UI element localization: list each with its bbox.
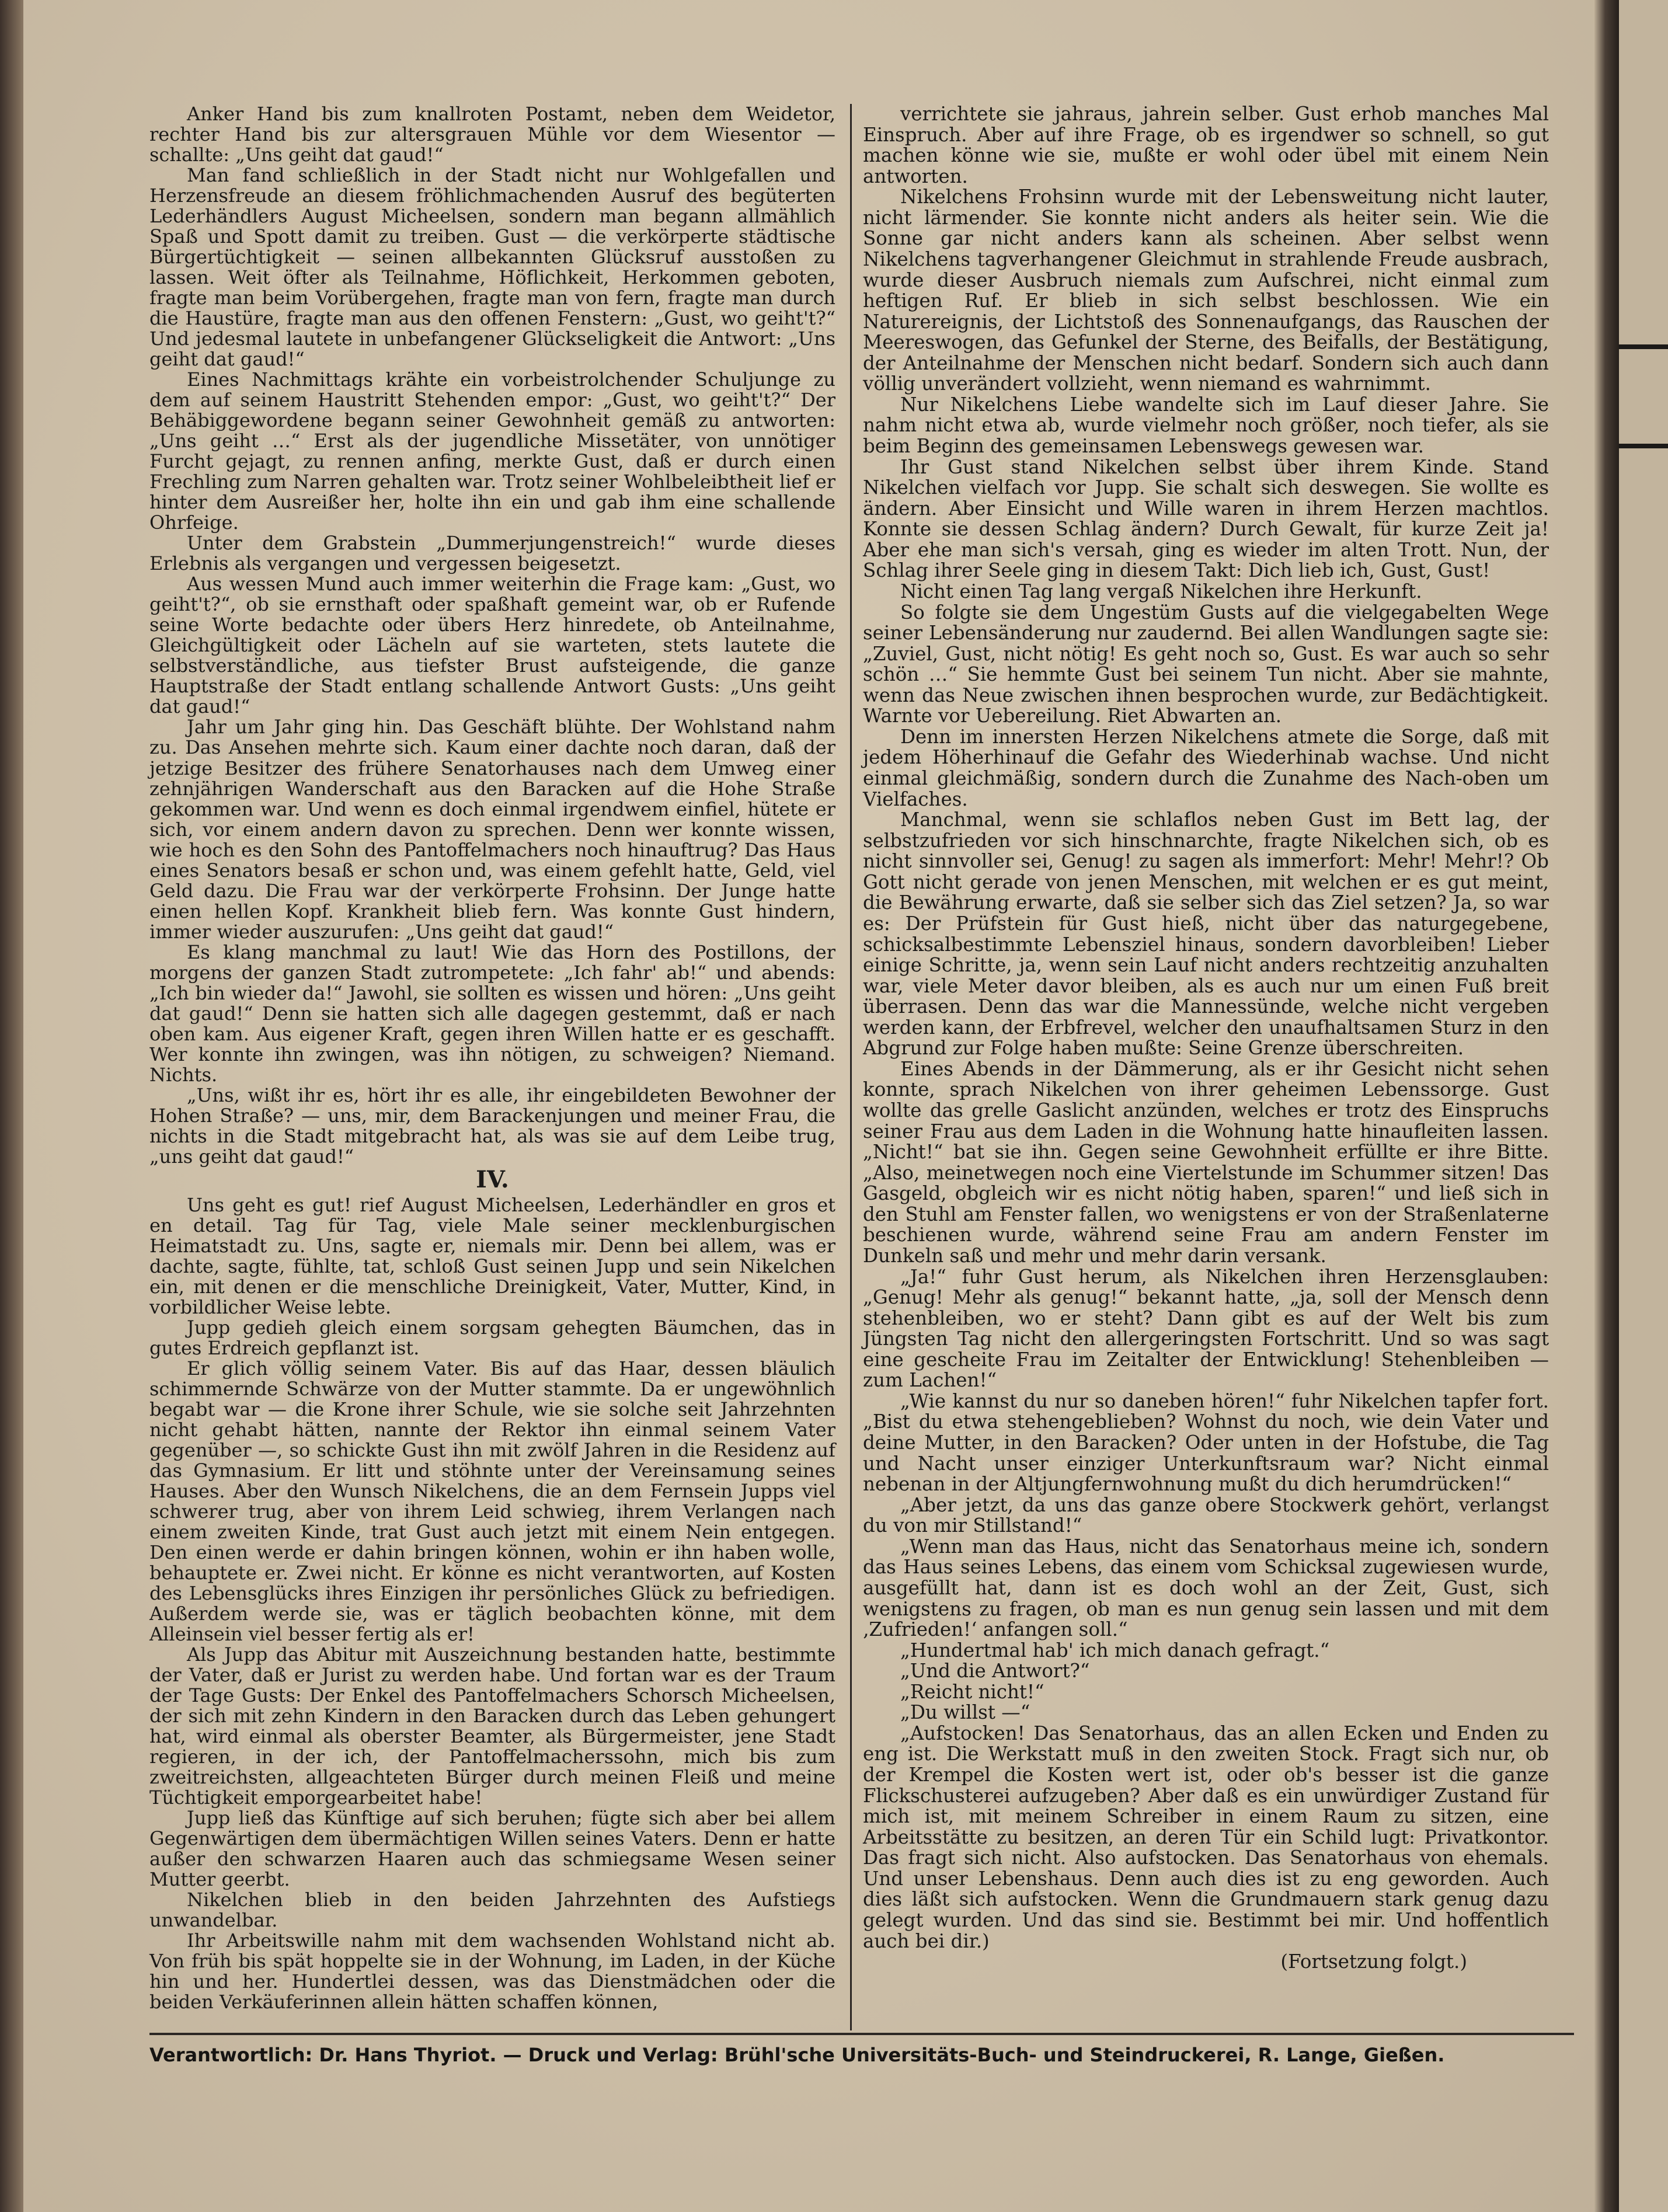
article-paragraph: „Und die Antwort?“	[900, 1660, 1090, 1682]
article-paragraph: „Uns, wißt ihr es, hört ihr es alle, ihr eingebildeten Bewohner der Hohen Straße? — uns, mir, dem Barackenjungen und meiner Frau, die nichts in die Stadt mitgebracht hat, als was sie auf dem Leibe trug, „uns geiht dat gaud!“	[149, 1084, 835, 1168]
article-paragraph: Jupp gedieh gleich einem sorgsam gehegten Bäumchen, das in gutes Erdreich gepflanzt ist.	[149, 1316, 835, 1359]
article-paragraph: „Wie kannst du nur so daneben hören!“ fuhr Nikelchen tapfer fort. „Bist du etwa stehengeblieben? Wohnst du noch, wie dein Vater und deine Mutter, in den Baracken? Oder unten in der Hofstube, die Tag und Nacht unser einziger Unterkunftsraum war? Nicht einmal nebenan in der Altjungfernwohnung mußt du dich herumdrücken!“	[863, 1389, 1549, 1496]
article-paragraph: Jahr um Jahr ging hin. Das Geschäft blühte. Der Wohlstand nahm zu. Das Ansehen mehrte sich. Kaum einer dachte noch daran, daß der jetzige Besitzer des frühere Senatorhauses nach dem Umweg einer zehnjährigen Wanderschaft aus den Baracken auf die Hohe Straße gekommen war. Und wenn es doch einmal irgendwem einfiel, hütete er sich, vor einem andern davon zu sprechen. Denn wer konnte wissen, wie hoch es den Sohn des Pantoffelmachers noch hinauftrug? Das Haus eines Senators besaß er schon und, was einem gefehlt hatte, Geld, viel Geld dazu. Die Frau war der verkörperte Frohsinn. Der Junge hatte einen hellen Kopf. Krankheit blieb fern. Was konnte Gust hindern, immer wieder auszurufen: „Uns geiht dat gaud!“	[149, 716, 835, 943]
article-paragraph: „Ja!“ fuhr Gust herum, als Nikelchen ihren Herzensglauben: „Genug! Mehr als genug!“ bekannt hatte, „ja, soll der Mensch denn stehenbleiben, wo er steht? Dann gibt es auf der Welt bis zum Jüngsten Tag nicht den allergeringsten Fortschritt. Und so was sagt eine gescheite Frau im Zeitalter der Entwicklung! Stehenbleiben — zum Lachen!“	[863, 1265, 1549, 1392]
article-paragraph: verrichtete sie jahraus, jahrein selber. Gust erhob manches Mal Einspruch. Aber auf ihre Frage, ob es irgendwer so schnell, so gut machen könne wie sie, mußte er wohl oder übel mit einem Nein antworten.	[863, 103, 1549, 187]
article-paragraph: Ihr Arbeitswille nahm mit dem wachsenden Wohlstand nicht ab. Von früh bis spät hoppelte sie in der Wohnung, im Laden, in der Küche hin und her. Hundertlei dessen, was das Dienstmädchen oder die beiden Verkäuferinnen allein hätten schaffen können,	[149, 1929, 835, 2014]
article-paragraph: Aus wessen Mund auch immer weiterhin die Frage kam: „Gust, wo geiht't?“, ob sie ernsthaft oder spaßhaft gemeint war, ob er Rufende seine Worte bedachte oder übers Herz hinredete, ob Anteilnahme, Gleichgültigkeit oder Lächeln auf sie warteten, stets lautete die selbstverständliche, aus tiefster Brust aufsteigende, die ganze Hauptstraße der Stadt entlang schallende Antwort Gusts: „Uns geiht dat gaud!“	[149, 573, 835, 718]
article-paragraph: Nikelchens Frohsinn wurde mit der Lebensweitung nicht lauter, nicht lärmender. Sie konnte nicht anders als heiter sein. Wie die Sonne gar nicht anders kann als scheinen. Aber selbst wenn Nikelchens tagverhangener Gleichmut in strahlende Freude ausbrach, wurde dieser Ausbruch niemals zum Aufschrei, nicht einmal zum heftigen Ruf. Er blieb in sich selbst beschlossen. Wie ein Naturereignis, der Lichtstoß des Sonnenaufgangs, das Rauschen der Meereswogen, das Gefunkel der Sterne, des Beifalls, der Bestätigung, der Anteilnahme der Menschen nicht bedarf. Sondern sich auch dann völlig unverändert vollzieht, wenn niemand es wahrnimmt.	[863, 186, 1549, 395]
adjacent-page-rule	[1619, 444, 1668, 448]
article-paragraph: „Du willst —“	[900, 1701, 1030, 1724]
article-paragraph: „Aber jetzt, da uns das ganze obere Stockwerk gehört, verlangst du von mir Stillstand!“	[863, 1493, 1549, 1537]
article-paragraph: Nikelchen blieb in den beiden Jahrzehnten des Aufstiegs unwandelbar.	[149, 1889, 835, 1932]
article-paragraph: „Reicht nicht!“	[900, 1680, 1044, 1703]
adjacent-page-strip	[1619, 0, 1668, 2212]
article-paragraph: Jupp ließ das Künftige auf sich beruhen; fügte sich aber bei allem Gegenwärtigen dem übermächtigen Willen seines Vaters. Denn er hatte außer den schwarzen Haaren auch das schmiegsame Wesen seiner Mutter geerbt.	[149, 1807, 835, 1891]
article-paragraph: Eines Nachmittags krähte ein vorbeistrolchender Schuljunge zu dem auf seinem Haustritt Stehenden empor: „Gust, wo geiht't?“ Der Behäbiggewordene begann seiner Gewohnheit gemäß zu antworten: „Uns geiht …“ Erst als der jugendliche Missetäter, von unnötiger Furcht gejagt, zu rennen anfing, merkte Gust, daß er durch einen Frechling zum Narren gehalten war. Trotz seiner Wohlbeleibtheit lief er hinter dem Ausreißer her, holte ihn ein und gab ihm eine schallende Ohrfeige.	[149, 368, 835, 534]
article-paragraph: Er glich völlig seinem Vater. Bis auf das Haar, dessen bläulich schimmernde Schwärze von der Mutter stammte. Da er ungewöhnlich begabt war — die Krone ihrer Schule, wie sie solche seit Jahrzehnten nicht gehabt hätten, nannte der Rektor ihn einmal seinem Vater gegenüber —, so schickte Gust ihn mit zwölf Jahren in die Residenz auf das Gymnasium. Er litt und stöhnte unter der Vereinsamung seines Hauses. Aber den Wunsch Nikelchens, die an dem Fernsein Jupps viel schwerer trug, aber von ihrem Leid schwieg, ihrem Verlangen nach einem zweiten Kinde, trat Gust auch jetzt mit einem Nein entgegen. Den einen werde er dahin bringen können, wohin er ihn haben wolle, behauptete er. Zwei nicht. Er könne es nicht verantworten, auf Kosten des Lebensglücks ihres Einzigen ihr persönliches Glück zu befriedigen. Außerdem werde sie, was er täglich beobachten könne, mit dem Alleinsein viel besser fertig als er!	[149, 1357, 835, 1646]
article-paragraph: Uns geht es gut! rief August Micheelsen, Lederhändler en gros et en detail. Tag für Tag, viele Male seiner mecklenburgischen Heimatstadt zu. Uns, sagte er, niemals mir. Denn bei allem, was er dachte, sagte, fühlte, tat, schloß Gust seinen Jupp und sein Nikelchen ein, mit denen er die menschliche Dreinigkeit, Vater, Mutter, Kind, in vorbildlicher Weise lebte.	[149, 1193, 835, 1318]
article-paragraph: „Aufstocken! Das Senatorhaus, das an allen Ecken und Enden zu eng ist. Die Werkstatt muß in den zweiten Stock. Fragt sich nur, ob der Krempel die Kosten wert ist, oder ob's besser ist die ganze Flickschusterei aufzugeben? Aber daß es ein unwürdiger Zustand für mich ist, mit meinem Schreiber in einem Raum zu sitzen, eine Arbeitsstätte zu besitzen, an deren Tür ein Schild lugt: Privatkontor. Das fragt sich nicht. Also aufstocken. Das Senatorhaus von ehemals. Und unser Lebenshaus. Denn auch dies ist zu eng geworden. Auch dies läßt sich aufstocken. Wenn die Grundmauern stark genug dazu gelegt wurden. Und das sind sie. Bestimmt bei mir. Und hoffentlich auch bei dir.)	[863, 1722, 1549, 1952]
article-paragraph: „Wenn man das Haus, nicht das Senatorhaus meine ich, sondern das Haus seines Lebens, das einem vom Schicksal zugewiesen wurde, ausgefüllt hat, dann ist es doch wohl an der Zeit, Gust, sich wenigstens zu fragen, ob man es nun genug sein lassen und mit dem ‚Zufrieden!‘ anfangen soll.“	[863, 1535, 1549, 1641]
imprint-footer: Verantwortlich: Dr. Hans Thyriot. — Druck und Verlag: Brühl'sche Universitäts-Buch- und Steindruckerei, R. Lange, Gießen.	[149, 2044, 1445, 2066]
adjacent-page-rule	[1619, 344, 1668, 349]
article-paragraph: Nicht einen Tag lang vergaß Nikelchen ihre Herkunft.	[900, 580, 1422, 602]
article-paragraph: Nur Nikelchens Liebe wandelte sich im Lauf dieser Jahre. Sie nahm nicht etwa ab, wurde vielmehr noch größer, noch tiefer, als sie beim Beginn des gemeinsamen Lebenswegs gewesen war.	[863, 393, 1549, 457]
article-paragraph: Unter dem Grabstein „Dummerjungenstreich!“ wurde dieses Erlebnis als vergangen und vergessen beigesetzt.	[149, 532, 835, 575]
article-paragraph: „Hundertmal hab' ich mich danach gefragt.“	[900, 1639, 1330, 1661]
article-paragraph: Eines Abends in der Dämmerung, als er ihr Gesicht nicht sehen konnte, sprach Nikelchen von ihrer geheimen Lebenssorge. Gust wollte das grelle Gaslicht anzünden, welches er trotz des Einspruchs seiner Frau aus dem Laden in die Wohnung hatte hinaufleiten lassen. „Nicht!“ bat sie ihn. Gegen seine Gewohnheit erfüllte er ihre Bitte. „Also, meinetwegen noch eine Viertelstunde im Schummer sitzen! Das Gasgeld, obgleich wir es nicht nötig haben, sparen!“ und ließ sich in den Stuhl am Fenster fallen, wo wenigstens er von der Straßenlaterne beschienen wurde, während seine Frau am andern Fenster im Dunkeln saß und mehr und mehr darin versank.	[863, 1057, 1549, 1267]
article-paragraph: Es klang manchmal zu laut! Wie das Horn des Postillons, der morgens der ganzen Stadt zutrompetete: „Ich fahr' ab!“ und abends: „Ich bin wieder da!“ Jawohl, sie sollten es wissen und hören: „Uns geiht dat gaud!“ Denn sie hatten sich alle dagegen gestemmt, daß er nach oben kam. Aus eigener Kraft, gegen ihren Willen hatte er es geschafft. Wer konnte ihn zwingen, was ihn nötigen, zu schweigen? Niemand. Nichts.	[149, 940, 835, 1086]
article-column-left	[149, 104, 835, 2012]
article-paragraph: Als Jupp das Abitur mit Auszeichnung bestanden hatte, bestimmte der Vater, daß er Jurist zu werden habe. Und fortan war es der Traum der Tage Gusts: Der Enkel des Pantoffelmachers Schorsch Micheelsen, der sich mit zehn Kindern in den Baracken durch das Leben gehungert hat, wird einmal als oberster Beamter, als Bürgermeister, jene Stadt regieren, in der ich, der Pantoffelmacherssohn, mich bis zum zweitreichsten, allgeachteten Bürger durch meinen Fleiß und meine Tüchtigkeit emporgearbeitet habe!	[149, 1643, 835, 1809]
column-divider	[850, 104, 852, 2030]
page-gutter	[1594, 0, 1621, 2212]
section-number: IV.	[476, 1165, 509, 1193]
article-paragraph: Man fand schließlich in der Stadt nicht nur Wohlgefallen und Herzensfreude an diesem fröhlichmachenden Ausruf des begüterten Lederhändlers August Micheelsen, sondern man begann allmählich Spaß und Spott damit zu treiben. Gust — die verkörperte städtische Bürgertüchtigkeit — seinen allbekannten Glücksruf ausstoßen zu lassen. Weit öfter als Teilnahme, Höflichkeit, Herkommen geboten, fragte man beim Vorübergehen, fragte man von fern, fragte man durch die Haustüre, fragte man aus den offenen Fenstern: „Gust, wo geiht't?“ Und jedesmal lautete in unbefangener Glückseligkeit die Antwort: „Uns geiht dat gaud!“	[149, 164, 835, 371]
article-paragraph: Ihr Gust stand Nikelchen selbst über ihrem Kinde. Stand Nikelchen vielfach vor Jupp. Sie schalt sich deswegen. Sie wollte es ändern. Aber Einsicht und Wille waren in ihrem Herzen machtlos. Konnte sie dessen Schlag ändern? Durch Gewalt, für kurze Zeit ja! Aber ehe man sich's versah, ging es wieder im alten Trott. Nun, der Schlag ihrer Seele ging in diesem Takt: Dich lieb ich, Gust, Gust!	[863, 455, 1549, 582]
footer-rule	[149, 2033, 1574, 2035]
article-paragraph: Manchmal, wenn sie schlaflos neben Gust im Bett lag, der selbstzufrieden vor sich hinschnarchte, fragte Nikelchen sich, ob es nicht sinnvoller sei, Genug! zu sagen als immerfort: Mehr! Mehr!? Ob Gott nicht gerade von jenen Menschen, mit welchen er es gut meint, die Bewährung erwarte, daß sie selber sich das Ziel setzen? Ja, so war es: Der Prüfstein für Gust hieß, nicht über das naturgegebene, schicksalbestimmte Lebensziel hinaus, sondern davorbleiben! Lieber einige Schritte, ja, wenn sein Lauf nicht anders rechtzeitig anzuhalten war, viele Meter davor bleiben, als es auch nur um einen Fuß breit überrasen. Denn das war die Mannessünde, welche nicht vergeben werden kann, der Erbfrevel, welcher den unaufhaltsamen Sturz in den Abgrund zur Folge haben mußte: Seine Grenze überschreiten.	[863, 809, 1549, 1060]
article-column-right	[863, 104, 1549, 1973]
article-paragraph: So folgte sie dem Ungestüm Gusts auf die vielgegabelten Wege seiner Lebensänderung nur zaudernd. Bei allen Wandlungen sagte sie: „Zuviel, Gust, nicht nötig! Es geht noch so, Gust. Es war auch so sehr schön …“ Sie hemmte Gust bei seinem Tun nicht. Aber sie mahnte, wenn das Neue zwischen ihnen besprochen wurde, zur Bedächtigkeit. Warnte vor Uebereilung. Riet Abwarten an.	[863, 601, 1549, 727]
article-paragraph: Denn im innersten Herzen Nikelchens atmete die Sorge, daß mit jedem Höherhinauf die Gefahr des Wiederhinab wachse. Und nicht einmal gleichmäßig, sondern durch die Zunahme des Nach-oben um Vielfaches.	[863, 725, 1549, 810]
article-paragraph: (Fortsetzung folgt.)	[1280, 1950, 1467, 1973]
article-paragraph: Anker Hand bis zum knallroten Postamt, neben dem Weidetor, rechter Hand bis zur altersgrauen Mühle vor dem Wiesentor — schallte: „Uns geiht dat gaud!“	[149, 103, 835, 166]
